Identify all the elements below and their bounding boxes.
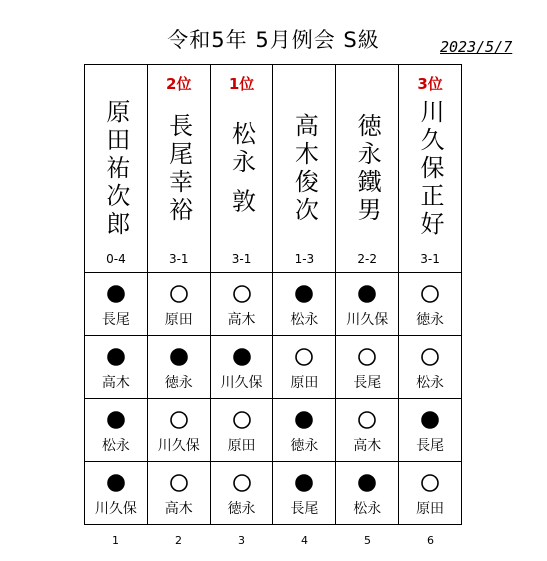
- opponent-name: 徳永: [164, 375, 193, 391]
- black-circle-icon: [211, 347, 273, 371]
- opponent-name: 原田: [227, 438, 256, 454]
- black-circle-icon: [148, 347, 210, 371]
- player-score: 3-1: [231, 252, 252, 266]
- opponent-name: 原田: [164, 312, 193, 328]
- game-cell: [273, 399, 336, 462]
- opponent-name: 長尾: [416, 438, 445, 454]
- black-circle-icon: [273, 473, 335, 497]
- opponent-name: 松永: [353, 501, 382, 517]
- player-rank: 2位: [166, 75, 192, 93]
- opponent-name: 高木: [101, 375, 130, 391]
- player-name: 原田祐次郎: [101, 99, 130, 239]
- opponent-name: 川久保: [220, 375, 263, 391]
- game-cell: [210, 273, 273, 336]
- game-cell: [399, 462, 462, 525]
- game-cell: [210, 399, 273, 462]
- player-rank: 3位: [417, 75, 443, 93]
- game-row: [85, 399, 462, 462]
- white-circle-icon: [211, 410, 273, 434]
- game-row: [85, 273, 462, 336]
- player-name: 松永 敦: [227, 121, 256, 217]
- game-cell: [85, 273, 148, 336]
- opponent-name: 松永: [290, 312, 319, 328]
- player-name: 長尾幸裕: [164, 113, 193, 225]
- white-circle-icon: [211, 473, 273, 497]
- black-circle-icon: [336, 284, 398, 308]
- player-score: 2-2: [357, 252, 378, 266]
- player-header: [336, 65, 399, 273]
- game-cell: [399, 336, 462, 399]
- black-circle-icon: [85, 410, 147, 434]
- player-rank: 1位: [228, 75, 255, 93]
- opponent-name: 松永: [416, 375, 445, 391]
- black-circle-icon: [399, 410, 461, 434]
- opponent-name: 高木: [353, 438, 382, 454]
- white-circle-icon: [273, 347, 335, 371]
- game-cell: [336, 336, 399, 399]
- opponent-name: 長尾: [353, 375, 382, 391]
- white-circle-icon: [148, 473, 210, 497]
- column-number: 1: [112, 534, 119, 547]
- black-circle-icon: [85, 284, 147, 308]
- opponent-name: 徳永: [227, 501, 256, 517]
- white-circle-icon: [399, 347, 461, 371]
- game-cell: [85, 336, 148, 399]
- black-circle-icon: [336, 473, 398, 497]
- opponent-name: 長尾: [101, 312, 130, 328]
- column-number: 4: [301, 534, 308, 547]
- player-score: 1-3: [294, 252, 315, 266]
- player-header: [273, 65, 336, 273]
- column-number: 2: [175, 534, 182, 547]
- opponent-name: 川久保: [94, 501, 137, 517]
- game-cell: [147, 273, 210, 336]
- game-cell: [210, 462, 273, 525]
- white-circle-icon: [336, 410, 398, 434]
- black-circle-icon: [273, 284, 335, 308]
- opponent-name: 川久保: [346, 312, 389, 328]
- opponent-name: 原田: [416, 501, 445, 517]
- opponent-name: 高木: [227, 312, 256, 328]
- header-row: [85, 65, 462, 273]
- white-circle-icon: [148, 410, 210, 434]
- game-cell: [147, 399, 210, 462]
- game-cell: [147, 336, 210, 399]
- column-number: 6: [427, 534, 434, 547]
- game-cell: [336, 273, 399, 336]
- opponent-name: 原田: [290, 375, 319, 391]
- opponent-name: 松永: [101, 438, 130, 454]
- white-circle-icon: [148, 284, 210, 308]
- player-header: [147, 65, 210, 273]
- white-circle-icon: [399, 284, 461, 308]
- opponent-name: 高木: [164, 501, 193, 517]
- black-circle-icon: [85, 473, 147, 497]
- game-row: [85, 336, 462, 399]
- game-cell: [273, 462, 336, 525]
- page-title: 令和5年 5月例会 S級: [167, 28, 380, 52]
- player-score: 0-4: [106, 252, 126, 266]
- game-cell: [85, 462, 148, 525]
- player-name: 川久保正好: [416, 99, 444, 239]
- game-cell: [399, 273, 462, 336]
- game-cell: [336, 399, 399, 462]
- opponent-name: 長尾: [290, 501, 319, 517]
- black-circle-icon: [85, 347, 147, 371]
- white-circle-icon: [399, 473, 461, 497]
- game-row: [85, 462, 462, 525]
- opponent-name: 徳永: [290, 438, 319, 454]
- game-cell: [336, 462, 399, 525]
- game-cell: [147, 462, 210, 525]
- black-circle-icon: [273, 410, 335, 434]
- column-number: 3: [238, 534, 245, 547]
- player-header: [85, 65, 148, 273]
- player-header: [210, 65, 273, 273]
- opponent-name: 川久保: [157, 438, 200, 454]
- column-numbers: [84, 534, 462, 547]
- player-header: [399, 65, 462, 273]
- game-cell: [273, 273, 336, 336]
- event-date: 2023/5/7: [440, 38, 513, 56]
- game-cell: [399, 399, 462, 462]
- results-table: [84, 64, 462, 525]
- white-circle-icon: [211, 284, 273, 308]
- player-score: 3-1: [168, 252, 189, 266]
- game-cell: [210, 336, 273, 399]
- player-score: 3-1: [420, 252, 440, 266]
- opponent-name: 徳永: [416, 312, 445, 328]
- game-cell: [273, 336, 336, 399]
- game-cell: [85, 399, 148, 462]
- white-circle-icon: [336, 347, 398, 371]
- player-name: 高木俊次: [290, 113, 319, 225]
- column-number: 5: [364, 534, 371, 547]
- player-name: 徳永鐵男: [353, 113, 382, 225]
